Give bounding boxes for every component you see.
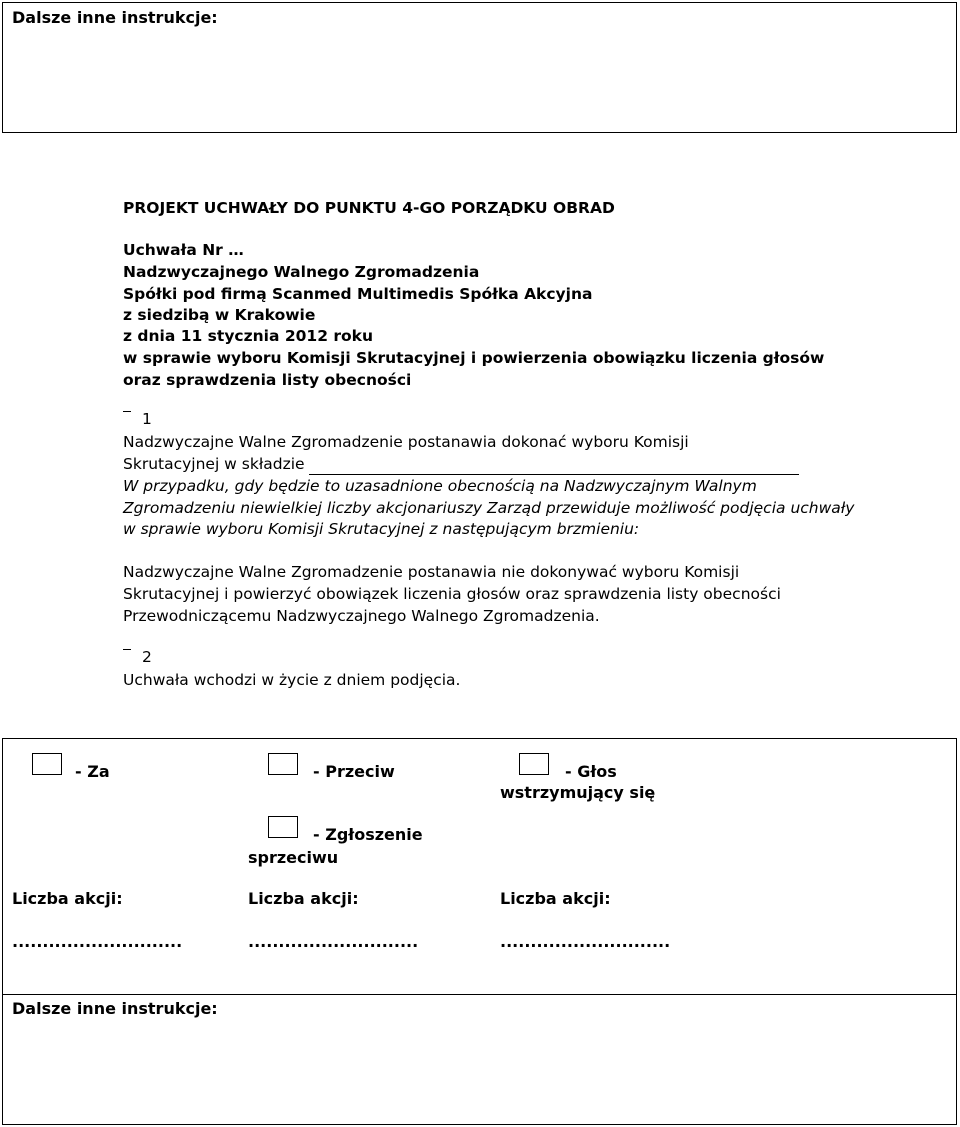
italic-line-1: W przypadku, gdy będzie to uzasadnione obecnością na Nadzwyczajnym Walnym — [123, 477, 757, 495]
section-1-line-2: Skrutacyjnej w składzie — [123, 455, 305, 473]
section-sign-icon — [123, 411, 131, 424]
shares-label-against: Liczba akcji: — [248, 889, 359, 908]
section-1-number: 1 — [141, 410, 152, 428]
objection-checkbox[interactable] — [268, 816, 298, 838]
resolution-heading: PROJEKT UCHWAŁY DO PUNKTU 4-GO PORZĄDKU OBRAD — [123, 199, 615, 217]
alt-line-3: Przewodniczącemu Nadzwyczajnego Walnego Zgromadzenia. — [123, 607, 600, 625]
header-line-1: Uchwała Nr … — [123, 241, 244, 259]
shares-field-abstain[interactable]: ............................ — [500, 932, 671, 951]
vote-for-checkbox[interactable] — [32, 753, 62, 775]
objection-label-2: sprzeciwu — [248, 848, 339, 867]
shares-label-abstain: Liczba akcji: — [500, 889, 611, 908]
vote-against-label: - Przeciw — [313, 762, 395, 781]
section-1-line-2-wrap — [123, 454, 799, 475]
section-2-number: 2 — [141, 648, 152, 666]
alt-line-1: Nadzwyczajne Walne Zgromadzenie postanawia nie dokonywać wyboru Komisji — [123, 563, 740, 581]
shares-field-against[interactable]: ............................ — [248, 932, 419, 951]
committee-composition-field[interactable] — [309, 460, 799, 475]
header-line-3: Spółki pod firmą Scanmed Multimedis Spółka Akcyjna — [123, 285, 593, 303]
section-sign-icon — [123, 649, 131, 662]
vote-abstain-label-1: - Głos — [565, 762, 617, 781]
section-2-marker — [123, 648, 152, 666]
header-line-5: z dnia 11 stycznia 2012 roku — [123, 327, 374, 345]
vote-box — [2, 738, 957, 1125]
top-instructions-label: Dalsze inne instrukcje: — [12, 8, 218, 27]
section-1-line-1: Nadzwyczajne Walne Zgromadzenie postanawia dokonać wyboru Komisji — [123, 433, 689, 451]
vote-abstain-checkbox[interactable] — [519, 753, 549, 775]
header-line-7: oraz sprawdzenia listy obecności — [123, 371, 412, 389]
header-line-6: w sprawie wyboru Komisji Skrutacyjnej i powierzenia obowiązku liczenia głosów — [123, 349, 825, 367]
vote-abstain-label-2: wstrzymujący się — [500, 783, 656, 802]
bottom-instructions-label: Dalsze inne instrukcje: — [12, 999, 218, 1018]
shares-field-for[interactable]: ............................ — [12, 932, 183, 951]
vote-for-label: - Za — [75, 762, 110, 781]
header-line-4: z siedzibą w Krakowie — [123, 306, 316, 324]
header-line-2: Nadzwyczajnego Walnego Zgromadzenia — [123, 263, 480, 281]
vote-box-divider — [3, 994, 956, 995]
top-instructions-box[interactable] — [2, 2, 957, 133]
shares-label-for: Liczba akcji: — [12, 889, 123, 908]
section-2-text: Uchwała wchodzi w życie z dniem podjęcia. — [123, 671, 461, 689]
section-1-marker — [123, 410, 152, 428]
vote-against-checkbox[interactable] — [268, 753, 298, 775]
italic-line-3: w sprawie wyboru Komisji Skrutacyjnej z następującym brzmieniu: — [123, 520, 640, 538]
objection-label-1: - Zgłoszenie — [313, 825, 423, 844]
italic-line-2: Zgromadzeniu niewielkiej liczby akcjonariuszy Zarząd przewiduje możliwość podjęcia uchwały — [123, 499, 855, 517]
alt-line-2: Skrutacyjnej i powierzyć obowiązek liczenia głosów oraz sprawdzenia listy obecności — [123, 585, 781, 603]
